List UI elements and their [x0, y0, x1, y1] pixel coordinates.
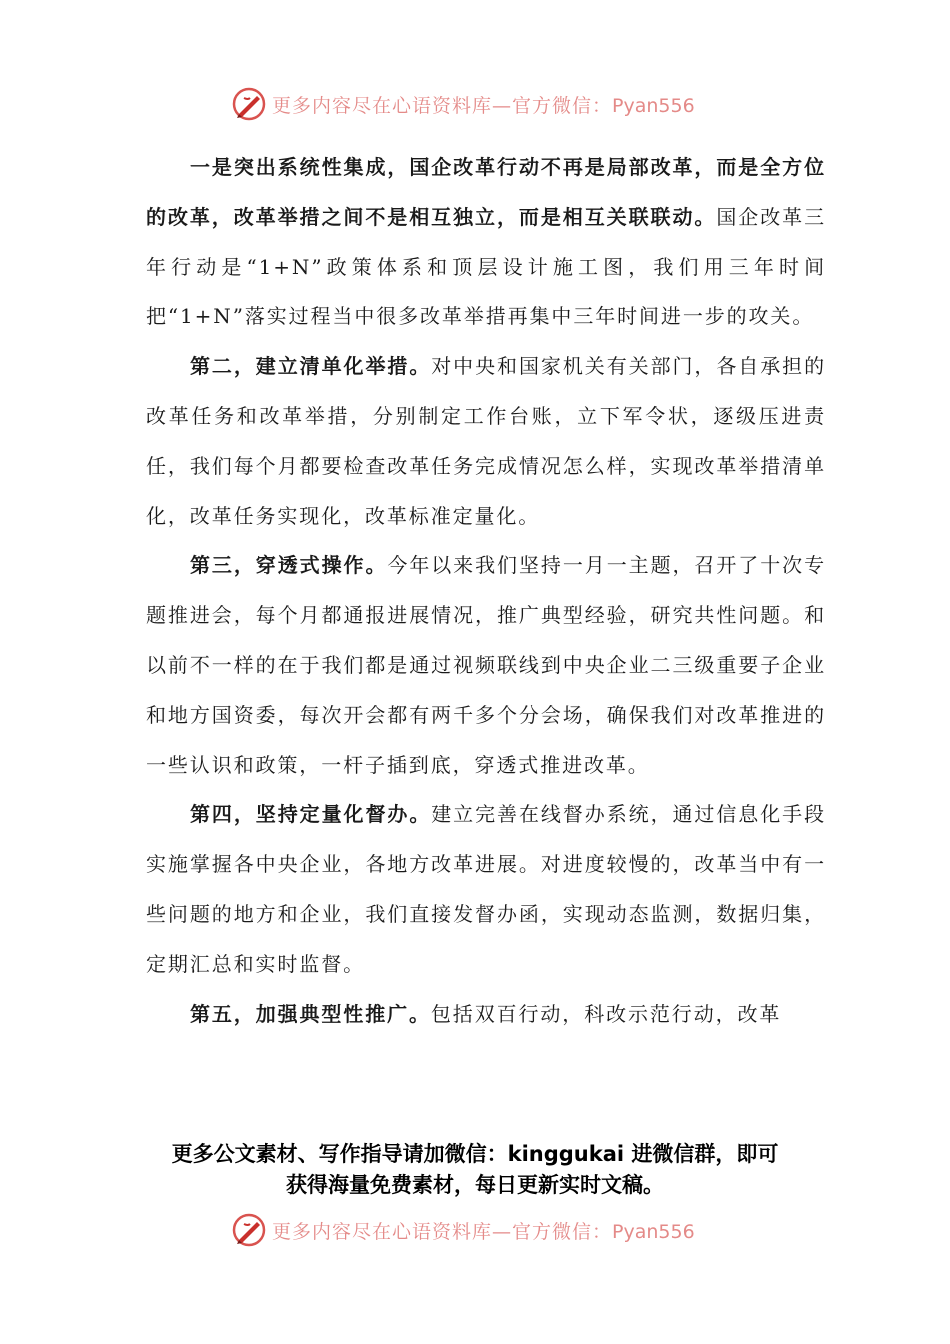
paragraph-5 [146, 990, 826, 1040]
promo-footer-line-2: 获得海量免费素材，每日更新实时文稿。 [286, 1173, 664, 1197]
paragraph-text: 建立完善在线督办系统，通过信息化手段实施掌握各中央企业，各地方改革进展。对进度较慢的，改革当中有一些问题的地方和企业，我们直接发督办函，实现动态监测，数据归集，定期汇总和实时监督。 [146, 802, 826, 976]
document-body [146, 143, 826, 1039]
paragraph-1 [146, 143, 826, 342]
watermark-text: 更多内容尽在心语资料库—官方微信：Pyan556 [272, 94, 695, 117]
pen-logo-icon [232, 87, 266, 121]
pen-logo-icon [232, 1213, 266, 1247]
paragraph-lead: 第二，建立清单化举措。 [190, 354, 432, 379]
paragraph-lead: 第三，穿透式操作。 [190, 553, 388, 578]
paragraph-lead: 第五，加强典型性推广。 [190, 1001, 431, 1026]
watermark-footer [232, 1210, 695, 1250]
paragraph-text: 包括双百行动，科改示范行动，改革 [430, 1001, 782, 1026]
paragraph-lead: 一是突出系统性集成，国企改革行动不再是局部改革，而是全方位的改革，改革举措之间不是相互独立，而是相互关联联动。 [146, 155, 826, 229]
promo-footer-line-1: 更多公文素材、写作指导请加微信：kinggukai 进微信群，即可 [171, 1142, 779, 1166]
paragraph-lead: 第四，坚持定量化督办。 [190, 802, 432, 827]
paragraph-text: 对中央和国家机关有关部门，各自承担的改革任务和改革举措，分别制定工作台账，立下军令状，逐级压进责任，我们每个月都要检查改革任务完成情况怎么样，实现改革举措清单化，改革任务实现化，改革标准定量化。 [146, 354, 826, 528]
watermark-text: 更多内容尽在心语资料库—官方微信：Pyan556 [272, 1220, 695, 1243]
watermark-header [232, 84, 695, 124]
paragraph-4 [146, 790, 826, 989]
paragraph-text: 国企改革三年行动是“1+N”政策体系和顶层设计施工图，我们用三年时间把“1+N”落实过程当中很多改革举措再集中三年时间进一步的攻关。 [146, 204, 827, 329]
paragraph-2 [146, 342, 826, 541]
paragraph-text: 今年以来我们坚持一月一主题，召开了十次专题推进会，每个月都通报进展情况，推广典型经验，研究共性问题。和以前不一样的在于我们都是通过视频联线到中央企业二三级重要子企业和地方国资委，每次开会都有两千多个分会场，确保我们对改革推进的一些认识和政策，一杆子插到底，穿透式推进改革。 [146, 553, 826, 777]
paragraph-3 [146, 541, 826, 790]
